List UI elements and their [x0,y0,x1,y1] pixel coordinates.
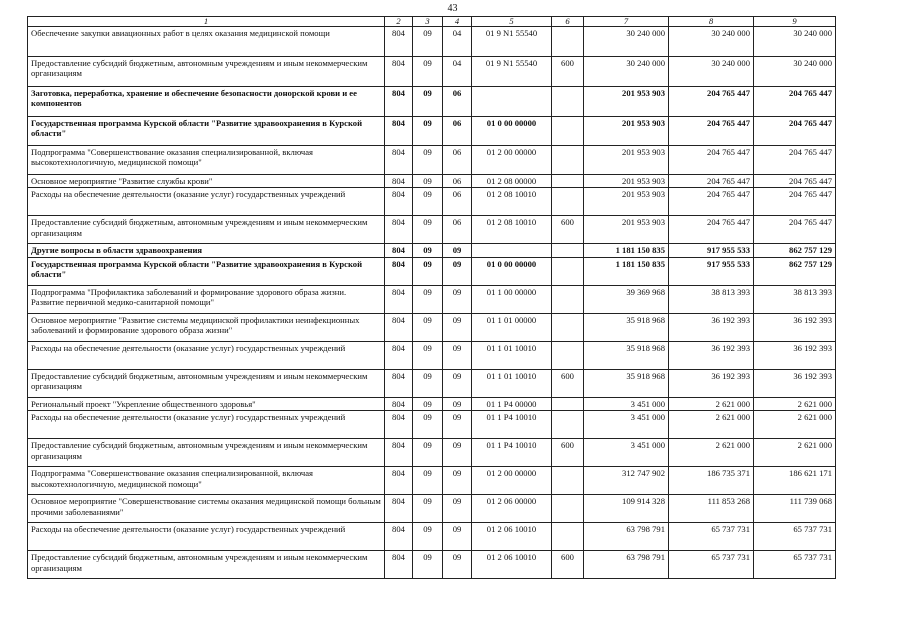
row-expense-type-cell [552,495,584,523]
table-row [28,397,836,410]
row-amount-year1-cell: 312 747 902 [584,467,669,495]
row-target-article-cell: 01 2 06 00000 [472,495,552,523]
row-amount-year2-cell: 917 955 533 [669,257,754,285]
table-row [28,87,836,117]
row-amount-year1-cell: 35 918 968 [584,369,669,397]
header-cell: 5 [472,17,552,27]
row-amount-year1-cell: 201 953 903 [584,87,669,117]
row-amount-year3-cell: 186 621 171 [754,467,836,495]
row-subsection-cell: 06 [443,117,472,146]
row-amount-year2-cell: 30 240 000 [669,57,754,87]
row-section-cell: 09 [413,285,443,313]
row-amount-year2-cell: 204 765 447 [669,87,754,117]
row-name-cell: Расходы на обеспечение деятельности (оказание услуг) государственных учреждений [28,188,385,216]
table-row [28,523,836,551]
row-expense-type-cell [552,285,584,313]
row-gov-code-cell: 804 [385,313,413,341]
row-target-article-cell: 01 1 P4 10010 [472,439,552,467]
row-name-cell: Основное мероприятие "Развитие службы крови" [28,175,385,188]
table-row [28,467,836,495]
row-name-cell: Государственная программа Курской области "Развитие здравоохранения в Курской области" [28,257,385,285]
row-amount-year1-cell: 63 798 791 [584,551,669,579]
row-name-cell: Основное мероприятие "Совершенствование системы оказания медицинской помощи больным прочими заболеваниями" [28,495,385,523]
table-row [28,146,836,175]
row-amount-year1-cell: 35 918 968 [584,341,669,369]
row-target-article-cell: 01 0 00 00000 [472,257,552,285]
row-gov-code-cell: 804 [385,175,413,188]
row-target-article-cell: 01 1 01 10010 [472,369,552,397]
header-cell: 8 [669,17,754,27]
table-row [28,411,836,439]
row-amount-year2-cell: 917 955 533 [669,244,754,257]
row-subsection-cell: 04 [443,27,472,57]
row-amount-year1-cell: 1 181 150 835 [584,257,669,285]
row-name-cell: Подпрограмма "Совершенствование оказания специализированной, включая высокотехнологичную, медицинской помощи" [28,146,385,175]
row-amount-year2-cell: 36 192 393 [669,313,754,341]
row-target-article-cell: 01 9 N1 55540 [472,57,552,87]
row-subsection-cell: 06 [443,87,472,117]
row-subsection-cell: 06 [443,188,472,216]
row-amount-year3-cell: 204 765 447 [754,216,836,244]
row-amount-year3-cell: 36 192 393 [754,369,836,397]
row-amount-year3-cell: 30 240 000 [754,57,836,87]
row-amount-year1-cell: 201 953 903 [584,175,669,188]
row-name-cell: Подпрограмма "Совершенствование оказания специализированной, включая высокотехнологичную, медицинской помощи" [28,467,385,495]
row-expense-type-cell [552,257,584,285]
row-target-article-cell: 01 2 00 00000 [472,467,552,495]
row-gov-code-cell: 804 [385,57,413,87]
row-expense-type-cell [552,523,584,551]
row-name-cell: Основное мероприятие "Развитие системы медицинской профилактики неинфекционных заболеваний и формирование здорового образа жизни" [28,313,385,341]
row-section-cell: 09 [413,397,443,410]
row-expense-type-cell [552,397,584,410]
row-target-article-cell: 01 0 00 00000 [472,117,552,146]
row-target-article-cell: 01 1 01 00000 [472,313,552,341]
row-gov-code-cell: 804 [385,257,413,285]
row-amount-year2-cell: 2 621 000 [669,411,754,439]
row-name-cell: Предоставление субсидий бюджетным, автономным учреждениям и иным некоммерческим организациям [28,551,385,579]
row-amount-year2-cell: 111 853 268 [669,495,754,523]
row-amount-year1-cell: 201 953 903 [584,146,669,175]
row-gov-code-cell: 804 [385,27,413,57]
header-cell: 9 [754,17,836,27]
row-gov-code-cell: 804 [385,523,413,551]
row-subsection-cell: 09 [443,285,472,313]
row-section-cell: 09 [413,369,443,397]
row-amount-year2-cell: 204 765 447 [669,117,754,146]
row-amount-year3-cell: 862 757 129 [754,244,836,257]
row-gov-code-cell: 804 [385,244,413,257]
row-amount-year1-cell: 201 953 903 [584,117,669,146]
row-target-article-cell: 01 9 N1 55540 [472,27,552,57]
row-expense-type-cell [552,87,584,117]
row-subsection-cell: 09 [443,341,472,369]
header-cell: 1 [28,17,385,27]
row-amount-year2-cell: 38 813 393 [669,285,754,313]
table-row [28,27,836,57]
row-amount-year2-cell: 65 737 731 [669,551,754,579]
row-amount-year3-cell: 2 621 000 [754,439,836,467]
row-section-cell: 09 [413,87,443,117]
row-expense-type-cell [552,244,584,257]
row-subsection-cell: 09 [443,551,472,579]
table-row [28,175,836,188]
row-expense-type-cell [552,188,584,216]
row-subsection-cell: 09 [443,257,472,285]
row-name-cell: Расходы на обеспечение деятельности (оказание услуг) государственных учреждений [28,523,385,551]
row-subsection-cell: 04 [443,57,472,87]
row-amount-year3-cell: 38 813 393 [754,285,836,313]
table-row [28,216,836,244]
header-cell: 7 [584,17,669,27]
row-gov-code-cell: 804 [385,439,413,467]
table-header-row [28,17,836,27]
row-gov-code-cell: 804 [385,87,413,117]
row-amount-year1-cell: 35 918 968 [584,313,669,341]
row-gov-code-cell: 804 [385,397,413,410]
row-amount-year1-cell: 63 798 791 [584,523,669,551]
row-name-cell: Региональный проект "Укрепление общественного здоровья" [28,397,385,410]
table-row [28,188,836,216]
row-amount-year2-cell: 65 737 731 [669,523,754,551]
row-amount-year3-cell: 111 739 068 [754,495,836,523]
table-row [28,341,836,369]
row-section-cell: 09 [413,117,443,146]
row-section-cell: 09 [413,57,443,87]
row-expense-type-cell: 600 [552,216,584,244]
row-amount-year2-cell: 30 240 000 [669,27,754,57]
row-gov-code-cell: 804 [385,285,413,313]
page-number: 43 [447,3,458,14]
row-amount-year3-cell: 204 765 447 [754,117,836,146]
row-section-cell: 09 [413,523,443,551]
row-name-cell: Предоставление субсидий бюджетным, автономным учреждениям и иным некоммерческим организациям [28,216,385,244]
row-name-cell: Предоставление субсидий бюджетным, автономным учреждениям и иным некоммерческим организациям [28,57,385,87]
row-section-cell: 09 [413,439,443,467]
row-name-cell: Обеспечение закупки авиационных работ в целях оказания медицинской помощи [28,27,385,57]
header-cell: 4 [443,17,472,27]
row-amount-year3-cell: 204 765 447 [754,188,836,216]
row-amount-year1-cell: 3 451 000 [584,397,669,410]
row-subsection-cell: 09 [443,244,472,257]
row-subsection-cell: 09 [443,397,472,410]
row-amount-year2-cell: 204 765 447 [669,188,754,216]
row-subsection-cell: 09 [443,439,472,467]
table-row [28,257,836,285]
row-name-cell: Предоставление субсидий бюджетным, автономным учреждениям и иным некоммерческим организациям [28,439,385,467]
table-row [28,439,836,467]
row-subsection-cell: 09 [443,411,472,439]
row-amount-year2-cell: 2 621 000 [669,397,754,410]
row-subsection-cell: 09 [443,495,472,523]
row-target-article-cell: 01 2 08 10010 [472,216,552,244]
row-amount-year2-cell: 204 765 447 [669,175,754,188]
row-amount-year3-cell: 2 621 000 [754,397,836,410]
row-gov-code-cell: 804 [385,369,413,397]
row-amount-year2-cell: 2 621 000 [669,439,754,467]
row-amount-year2-cell: 186 735 371 [669,467,754,495]
row-amount-year3-cell: 36 192 393 [754,313,836,341]
row-gov-code-cell: 804 [385,551,413,579]
row-section-cell: 09 [413,257,443,285]
row-section-cell: 09 [413,27,443,57]
table-row [28,117,836,146]
row-amount-year3-cell: 204 765 447 [754,146,836,175]
table-row [28,57,836,87]
table-row [28,244,836,257]
table-row [28,313,836,341]
row-name-cell: Заготовка, переработка, хранение и обеспечение безопасности донорской крови и ее компонентов [28,87,385,117]
row-amount-year2-cell: 204 765 447 [669,216,754,244]
row-target-article-cell: 01 2 08 00000 [472,175,552,188]
row-gov-code-cell: 804 [385,341,413,369]
row-amount-year1-cell: 30 240 000 [584,27,669,57]
row-section-cell: 09 [413,467,443,495]
row-amount-year3-cell: 2 621 000 [754,411,836,439]
row-target-article-cell [472,87,552,117]
row-expense-type-cell [552,27,584,57]
table-row [28,495,836,523]
row-section-cell: 09 [413,146,443,175]
row-section-cell: 09 [413,411,443,439]
row-gov-code-cell: 804 [385,495,413,523]
row-target-article-cell: 01 1 P4 00000 [472,397,552,410]
row-amount-year3-cell: 862 757 129 [754,257,836,285]
row-subsection-cell: 09 [443,369,472,397]
row-amount-year3-cell: 204 765 447 [754,175,836,188]
header-cell: 3 [413,17,443,27]
row-section-cell: 09 [413,495,443,523]
row-gov-code-cell: 804 [385,117,413,146]
table-row [28,551,836,579]
row-gov-code-cell: 804 [385,467,413,495]
row-expense-type-cell: 600 [552,439,584,467]
row-section-cell: 09 [413,175,443,188]
row-name-cell: Другие вопросы в области здравоохранения [28,244,385,257]
row-amount-year1-cell: 109 914 328 [584,495,669,523]
row-name-cell: Расходы на обеспечение деятельности (оказание услуг) государственных учреждений [28,341,385,369]
row-gov-code-cell: 804 [385,146,413,175]
header-cell: 6 [552,17,584,27]
row-amount-year3-cell: 36 192 393 [754,341,836,369]
row-target-article-cell: 01 2 08 10010 [472,188,552,216]
row-amount-year1-cell: 201 953 903 [584,216,669,244]
row-subsection-cell: 09 [443,523,472,551]
row-section-cell: 09 [413,244,443,257]
row-expense-type-cell [552,313,584,341]
row-expense-type-cell [552,117,584,146]
row-amount-year2-cell: 36 192 393 [669,341,754,369]
row-section-cell: 09 [413,551,443,579]
row-amount-year1-cell: 3 451 000 [584,439,669,467]
row-expense-type-cell: 600 [552,369,584,397]
row-amount-year3-cell: 204 765 447 [754,87,836,117]
row-expense-type-cell [552,341,584,369]
row-target-article-cell: 01 2 00 00000 [472,146,552,175]
row-subsection-cell: 09 [443,313,472,341]
row-target-article-cell: 01 1 P4 10010 [472,411,552,439]
row-amount-year2-cell: 36 192 393 [669,369,754,397]
row-amount-year2-cell: 204 765 447 [669,146,754,175]
row-section-cell: 09 [413,341,443,369]
row-amount-year1-cell: 30 240 000 [584,57,669,87]
header-cell: 2 [385,17,413,27]
row-amount-year3-cell: 65 737 731 [754,551,836,579]
row-section-cell: 09 [413,188,443,216]
row-name-cell: Расходы на обеспечение деятельности (оказание услуг) государственных учреждений [28,411,385,439]
row-target-article-cell [472,244,552,257]
row-amount-year3-cell: 30 240 000 [754,27,836,57]
row-amount-year1-cell: 1 181 150 835 [584,244,669,257]
row-subsection-cell: 09 [443,467,472,495]
row-name-cell: Государственная программа Курской области "Развитие здравоохранения в Курской области" [28,117,385,146]
row-subsection-cell: 06 [443,175,472,188]
table-row [28,285,836,313]
row-section-cell: 09 [413,216,443,244]
row-gov-code-cell: 804 [385,216,413,244]
row-name-cell: Предоставление субсидий бюджетным, автономным учреждениям и иным некоммерческим организациям [28,369,385,397]
row-subsection-cell: 06 [443,216,472,244]
table-row [28,369,836,397]
row-amount-year3-cell: 65 737 731 [754,523,836,551]
row-expense-type-cell [552,411,584,439]
budget-table [27,16,836,579]
row-section-cell: 09 [413,313,443,341]
row-gov-code-cell: 804 [385,188,413,216]
row-subsection-cell: 06 [443,146,472,175]
row-amount-year1-cell: 39 369 968 [584,285,669,313]
row-amount-year1-cell: 3 451 000 [584,411,669,439]
row-expense-type-cell [552,175,584,188]
row-expense-type-cell: 600 [552,57,584,87]
row-target-article-cell: 01 1 01 10010 [472,341,552,369]
row-target-article-cell: 01 2 06 10010 [472,523,552,551]
row-amount-year1-cell: 201 953 903 [584,188,669,216]
row-target-article-cell: 01 1 00 00000 [472,285,552,313]
row-name-cell: Подпрограмма "Профилактика заболеваний и формирование здорового образа жизни. Развитие первичной медико-санитарной помощи" [28,285,385,313]
row-expense-type-cell [552,467,584,495]
row-expense-type-cell [552,146,584,175]
row-target-article-cell: 01 2 06 10010 [472,551,552,579]
row-expense-type-cell: 600 [552,551,584,579]
row-gov-code-cell: 804 [385,411,413,439]
